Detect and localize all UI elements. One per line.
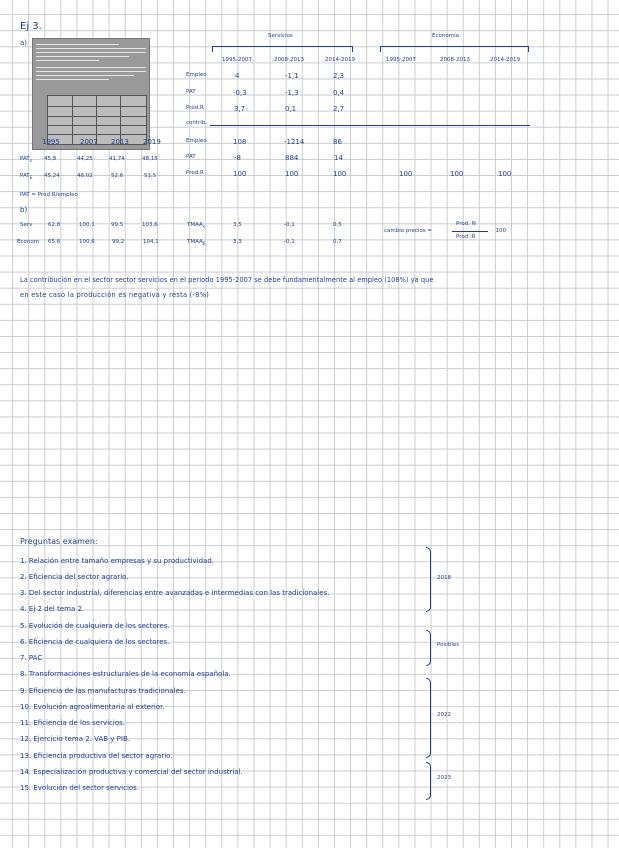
exam-question: 8. Transformaciones estructurales de la economía española. bbox=[20, 670, 231, 678]
brace-2018 bbox=[426, 547, 431, 612]
cell: 99,2 bbox=[112, 239, 125, 245]
cell: 44,25 bbox=[77, 156, 93, 162]
cell: 48,15 bbox=[142, 156, 158, 162]
price-formula-numerator: Prod. N bbox=[456, 221, 476, 227]
exam-question: 7. PAC bbox=[20, 654, 43, 662]
group-label: Posibles bbox=[437, 642, 460, 648]
year-header: 2013 bbox=[111, 138, 129, 146]
exercise-title: Ej 3. bbox=[20, 21, 42, 32]
period-header: 2014-2019 bbox=[490, 57, 520, 63]
cell: 51,5 bbox=[144, 173, 157, 179]
fraction-bar bbox=[452, 231, 488, 232]
group-label: 2018 bbox=[437, 575, 451, 581]
section-b-label: b) bbox=[20, 206, 28, 214]
cell: 103,6 bbox=[142, 222, 158, 228]
row-label: Serv bbox=[20, 222, 33, 228]
cell: 100 bbox=[333, 170, 347, 178]
section-a-label: a) bbox=[20, 39, 28, 47]
row-label: $PAT_s$ bbox=[20, 156, 33, 165]
exam-question: 2. Eficiencia del sector agrario. bbox=[20, 573, 129, 581]
cell: 884 bbox=[285, 154, 299, 162]
cell-economia: 100 bbox=[450, 170, 464, 178]
year-header: 2019 bbox=[143, 138, 161, 146]
group-label: 2022 bbox=[437, 712, 451, 718]
cell: -1214 bbox=[284, 138, 305, 146]
year-header: 2007 bbox=[80, 138, 98, 146]
cell: 14 bbox=[334, 154, 343, 162]
cell: -0,1 bbox=[284, 222, 295, 228]
cell: 3,3 bbox=[233, 239, 242, 245]
cell: 45,24 bbox=[44, 173, 60, 179]
exam-question: 12. Ejercicio tema 2. VAB y PIB. bbox=[20, 735, 130, 743]
cell: 100 bbox=[233, 170, 247, 178]
exam-question: 10. Evolución agroalimentaria al exterior. bbox=[20, 703, 165, 711]
cell: 4 bbox=[235, 72, 240, 80]
cell: 100,6 bbox=[79, 239, 95, 245]
exam-question: 13. Eficiencia productiva del sector agrario. bbox=[20, 752, 173, 760]
exam-question: 11. Eficiencia de los servicios. bbox=[20, 719, 125, 727]
cell: 3,5 bbox=[233, 222, 242, 228]
contrib-divider-line bbox=[210, 125, 530, 126]
exam-question: 9. Eficiencia de las manufacturas tradicionales. bbox=[20, 687, 186, 695]
cell: 3,7 bbox=[234, 105, 246, 113]
cell: -8 bbox=[234, 154, 241, 162]
period-header: 2014-2019 bbox=[325, 57, 355, 63]
year-header: 1995 bbox=[42, 138, 60, 146]
cell: -0,1 bbox=[284, 239, 295, 245]
cell: -1,3 bbox=[285, 89, 299, 97]
cell: 41,74 bbox=[109, 156, 125, 162]
exam-question: 14. Especialización productiva y comercial del sector industrial. bbox=[20, 768, 243, 776]
brace-posibles bbox=[426, 630, 431, 666]
cell: 0,5 bbox=[333, 222, 342, 228]
exam-heading: Preguntas examen: bbox=[20, 537, 98, 546]
exam-question: 5. Evolución de cualquiera de los sectores. bbox=[20, 622, 170, 630]
period-header: 2008-2013 bbox=[440, 57, 470, 63]
cell-economia: 100 bbox=[498, 170, 512, 178]
exam-question: 15. Evolución del sector servicios. bbox=[20, 784, 140, 792]
cell: 52,6 bbox=[111, 173, 124, 179]
cell: 65,6 bbox=[48, 239, 61, 245]
row-label: Empleo bbox=[186, 72, 207, 78]
conclusion-line-2: en este caso la producción es negativa y resta (-8%) bbox=[20, 291, 210, 299]
row-label: Econom bbox=[17, 239, 40, 245]
row-label: $PAT_E$ bbox=[20, 173, 33, 182]
cell: 86 bbox=[333, 138, 342, 146]
cell-economia: 100 bbox=[399, 170, 413, 178]
exam-question: 1. Relación entre tamaño empresas y su productividad. bbox=[20, 557, 215, 565]
cell: 45,8 bbox=[44, 156, 57, 162]
row-label: PAT bbox=[186, 89, 196, 95]
price-formula-multiplier: · 100 bbox=[492, 228, 506, 234]
row-label: Prod.R bbox=[186, 105, 204, 111]
row-label: Prod.R bbox=[186, 170, 204, 176]
exercise-printout-image bbox=[32, 38, 150, 150]
cell: 104,1 bbox=[143, 239, 159, 245]
cell: 2,3 bbox=[333, 72, 345, 80]
exam-question: 3. Del sector industrial, diferencias entre avanzadas e intermedias con las tradicionales. bbox=[20, 589, 330, 597]
cell: 0,4 bbox=[333, 89, 345, 97]
cell: 0,7 bbox=[333, 239, 342, 245]
cell: 99,5 bbox=[111, 222, 124, 228]
cell: 0,1 bbox=[285, 105, 297, 113]
row-label: PAT bbox=[186, 154, 196, 160]
brace-2022 bbox=[426, 678, 431, 758]
brace-2023 bbox=[426, 762, 431, 800]
cell: 108 bbox=[233, 138, 247, 146]
period-header: 1995-2007 bbox=[222, 57, 252, 63]
cell: 2,7 bbox=[333, 105, 345, 113]
period-header: 1995-2007 bbox=[386, 57, 416, 63]
cell: 62,8 bbox=[48, 222, 61, 228]
tmaa-label: $TMAA_s$ bbox=[187, 222, 206, 231]
cell: 46,02 bbox=[77, 173, 93, 179]
pat-formula: PAT = Prod.R/empleo bbox=[20, 192, 78, 198]
tmaa-label: $TMAA_E$ bbox=[187, 239, 206, 248]
cell: -0,3 bbox=[233, 89, 247, 97]
economia-header-line bbox=[380, 46, 528, 47]
cell: 100,1 bbox=[79, 222, 95, 228]
group-header-economia: Economía bbox=[432, 33, 459, 39]
group-header-servicios: Servicios bbox=[268, 33, 293, 39]
servicios-header-line bbox=[212, 46, 352, 47]
cell: 100 bbox=[285, 170, 299, 178]
conclusion-line-1: La contribución en el sector sector servicios en el periodo 1995-2007 se debe fundamentalmente al empleo (108%) ya que bbox=[20, 276, 434, 284]
exam-question: 6. Eficiencia de cualquiera de los sectores. bbox=[20, 638, 170, 646]
price-change-label: cambio precios = bbox=[384, 228, 433, 234]
exam-question: 4. Ej 2 del tema 2. bbox=[20, 605, 85, 613]
price-formula-denominator: Prod. R bbox=[456, 234, 476, 240]
cell: -1,1 bbox=[285, 72, 299, 80]
group-label: 2023 bbox=[437, 775, 451, 781]
period-header: 2008-2013 bbox=[274, 57, 304, 63]
row-label-contrib: contrib. bbox=[186, 120, 208, 126]
row-label: Empleo bbox=[186, 138, 207, 144]
